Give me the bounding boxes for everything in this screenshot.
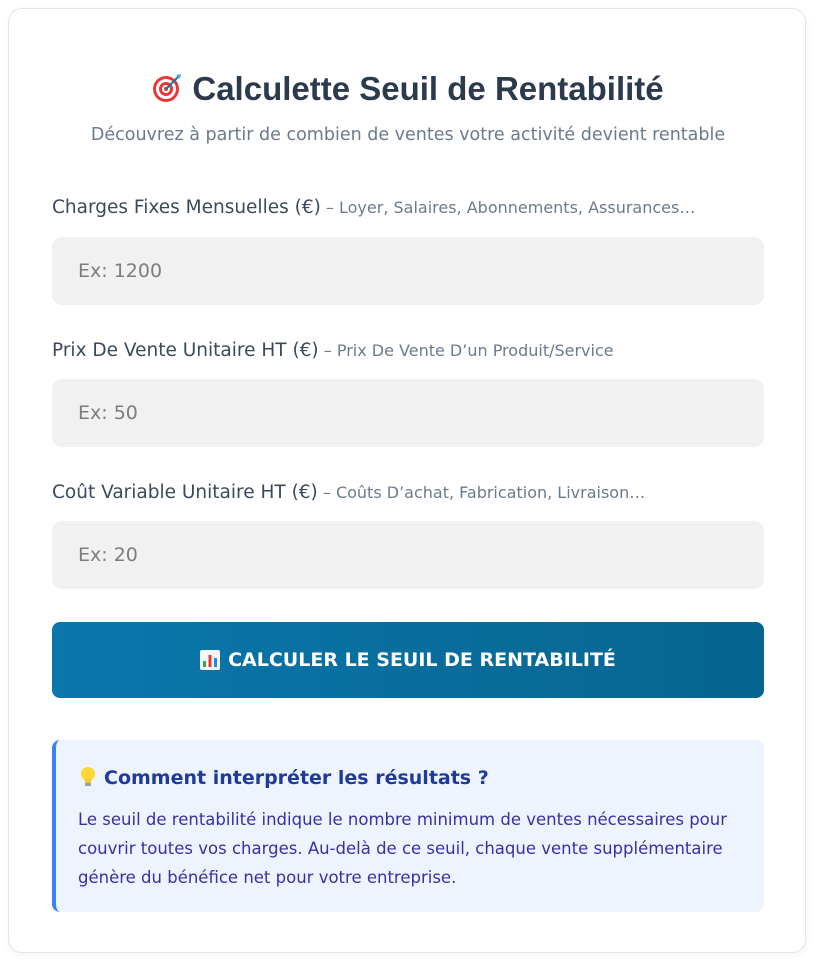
variable-cost-input[interactable] (52, 521, 764, 589)
info-text: Le seuil de rentabilité indique le nombre minimum de ventes nécessaires pour couvrir toutes vos charges. Au-delà de ce seuil, chaque vente supplémentaire génère du bénéfice net pour votre entreprise. (78, 810, 728, 887)
calculator-card (8, 8, 806, 953)
info-title-text: Comment interpréter les résultats ? (104, 767, 489, 789)
page-title-text: Calculette Seuil de Rentabilité (192, 70, 664, 107)
page-subtitle: Découvrez à partir de combien de ventes votre activité devient rentable (90, 125, 726, 145)
page-title (9, 69, 807, 109)
info-title (78, 766, 489, 789)
target-dart-icon (152, 73, 182, 103)
calculate-button-label: CALCULER LE SEUIL DE RENTABILITÉ (228, 649, 616, 671)
fixed-costs-hint: – Loyer, Salaires, Abonnements, Assurances… (320, 198, 696, 217)
variable-cost-hint: – Coûts D’achat, Fabrication, Livraison… (317, 483, 646, 502)
unit-price-input[interactable] (52, 379, 764, 447)
lightbulb-icon (78, 766, 98, 788)
info-box (52, 740, 764, 912)
calculate-button[interactable] (52, 622, 764, 698)
variable-cost-label (52, 482, 645, 503)
fixed-costs-label (52, 197, 695, 218)
fixed-costs-input[interactable] (52, 237, 764, 305)
variable-cost-label-text: Coût Variable Unitaire HT (€) (52, 482, 318, 503)
unit-price-hint: – Prix De Vente D’un Produit/Service (318, 341, 614, 360)
fixed-costs-label-text: Charges Fixes Mensuelles (€) (52, 197, 321, 218)
unit-price-label (52, 340, 614, 361)
unit-price-label-text: Prix De Vente Unitaire HT (€) (52, 340, 319, 361)
bar-chart-icon (200, 650, 220, 670)
